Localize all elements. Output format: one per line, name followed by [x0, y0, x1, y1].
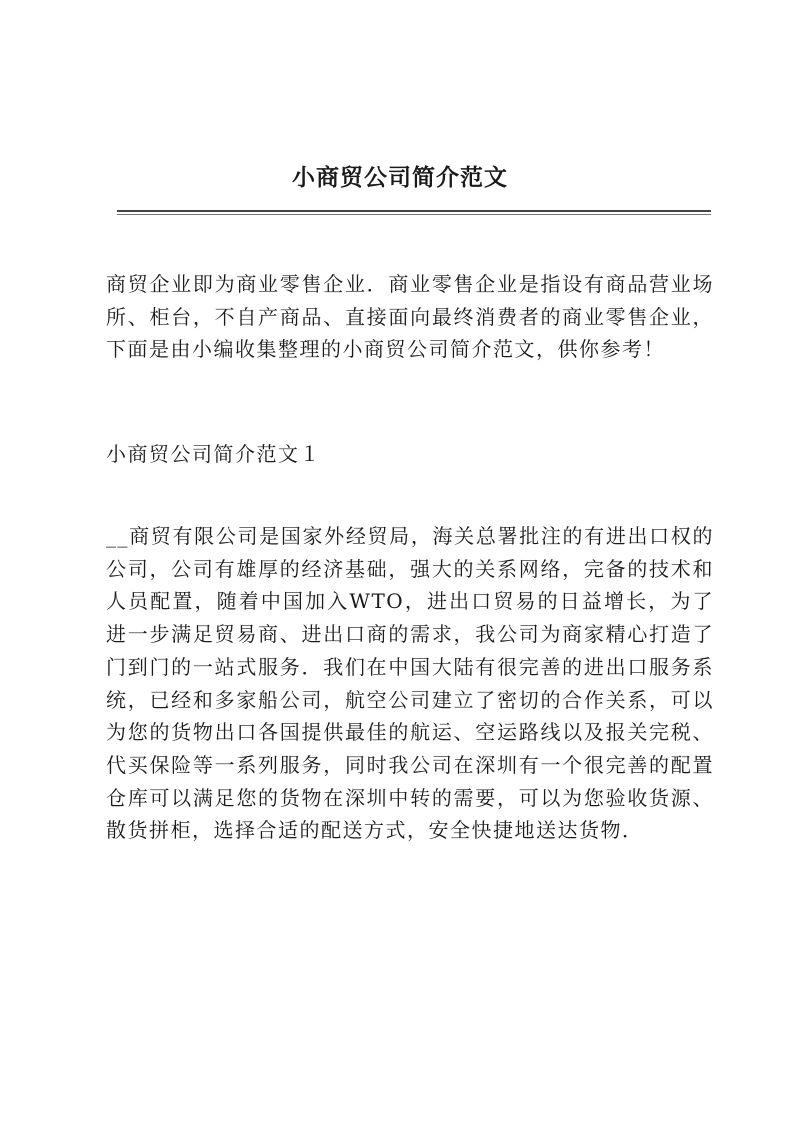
title-divider — [117, 210, 711, 215]
section-heading: 小商贸公司简介范文１ — [106, 442, 321, 466]
document-title: 小商贸公司简介范文 — [292, 164, 508, 191]
intro-paragraph: 商贸企业即为商业零售企业．商业零售企业是指设有商品营业场所、柜台，不自产商品、直接面向最终消费者的商业零售企业，下面是由小编收集整理的小商贸公司简介范文，供你参考！ — [106, 272, 714, 362]
body-paragraph: __商贸有限公司是国家外经贸局，海关总署批注的有进出口权的公司，公司有雄厚的经济基础，强大的关系网络，完备的技术和人员配置，随着中国加入WTO，进出口贸易的日益增长，为了进一步满足贸易商、进出口商的需求，我公司为商家精心打造了门到门的一站式服务．我们在中国大陆有很完善的进出口服务系统，已经和多家船公司，航空公司建立了密切的合作关系，可以为您的货物出口各国提供最佳的航运、空运路线以及报关完税、代买保险等一系列服务，同时我公司在深圳有一个很完善的配置仓库可以满足您的货物在深圳中转的需要，可以为您验收货源、散货拼柜，选择合适的配送方式，安全快捷地送达货物． — [106, 524, 714, 843]
